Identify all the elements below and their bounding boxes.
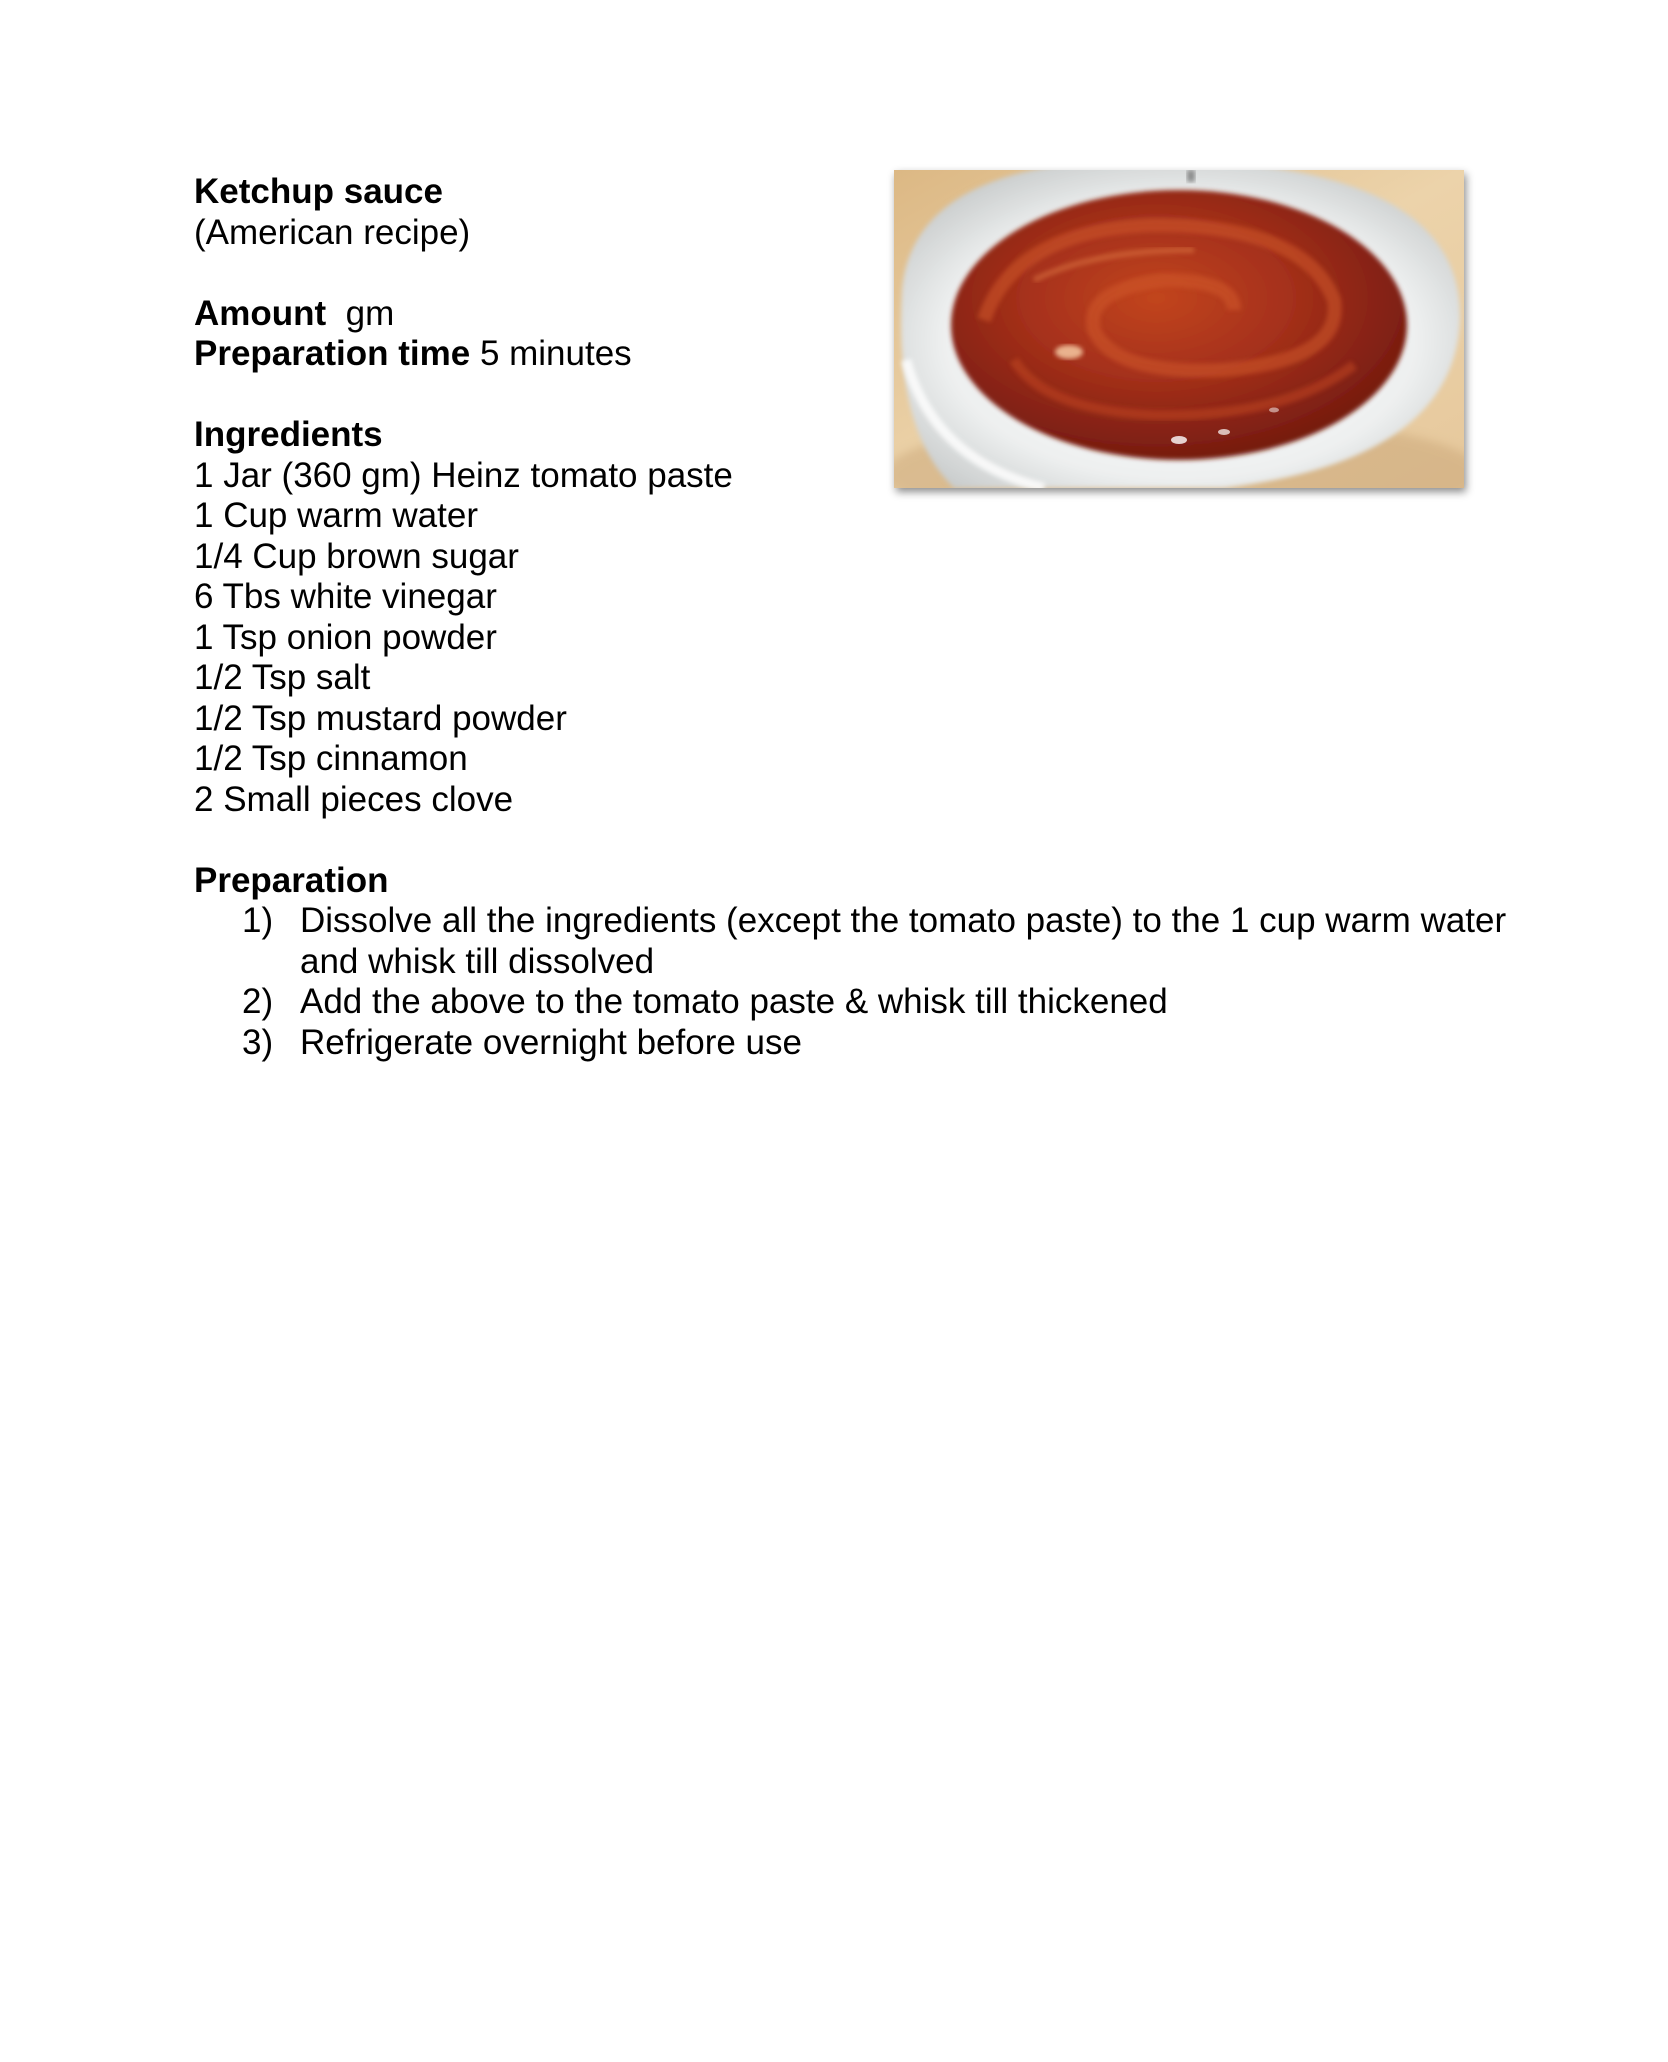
prep-time-value: 5 minutes xyxy=(479,334,632,373)
step-text: Refrigerate overnight before use xyxy=(300,1022,802,1062)
step-text: Add the above to the tomato paste & whisk till thickened xyxy=(300,982,1168,1021)
preparation-step xyxy=(194,1023,1534,1064)
recipe-subtitle: (American recipe) xyxy=(194,212,471,252)
amount-value: gm xyxy=(345,293,395,333)
recipe-title: Ketchup sauce xyxy=(194,172,443,211)
ingredients-heading: Ingredients xyxy=(194,415,383,454)
step-number: 2) xyxy=(242,982,274,1021)
preparation-heading: Preparation xyxy=(194,860,389,900)
ingredient-item: 6 Tbs white vinegar xyxy=(194,577,497,616)
prep-time-label: Preparation time xyxy=(194,334,471,373)
preparation-step xyxy=(194,901,1534,982)
ingredient-item: 1 Jar (360 gm) Heinz tomato paste xyxy=(194,455,733,495)
ketchup-photo xyxy=(894,170,1464,488)
ingredient-item: 1/4 Cup brown sugar xyxy=(194,536,519,576)
step-text: Dissolve all the ingredients (except the tomato paste) to the 1 cup warm water and whisk till dissolved xyxy=(300,901,1507,981)
step-number: 3) xyxy=(242,1022,274,1062)
ingredient-item: 1 Cup warm water xyxy=(194,496,478,535)
ingredient-item: 1/2 Tsp cinnamon xyxy=(194,739,468,778)
ingredient-item: 2 Small pieces clove xyxy=(194,779,514,819)
preparation-steps xyxy=(194,901,1507,1063)
amount-label: Amount xyxy=(194,293,327,333)
spacer xyxy=(194,820,1494,861)
ingredient-item: 1/2 Tsp mustard powder xyxy=(194,698,567,738)
preparation-step xyxy=(194,982,1534,1023)
ingredient-item: 1/2 Tsp salt xyxy=(194,658,371,697)
ingredient-item: 1 Tsp onion powder xyxy=(194,617,497,657)
step-number: 1) xyxy=(242,901,274,940)
